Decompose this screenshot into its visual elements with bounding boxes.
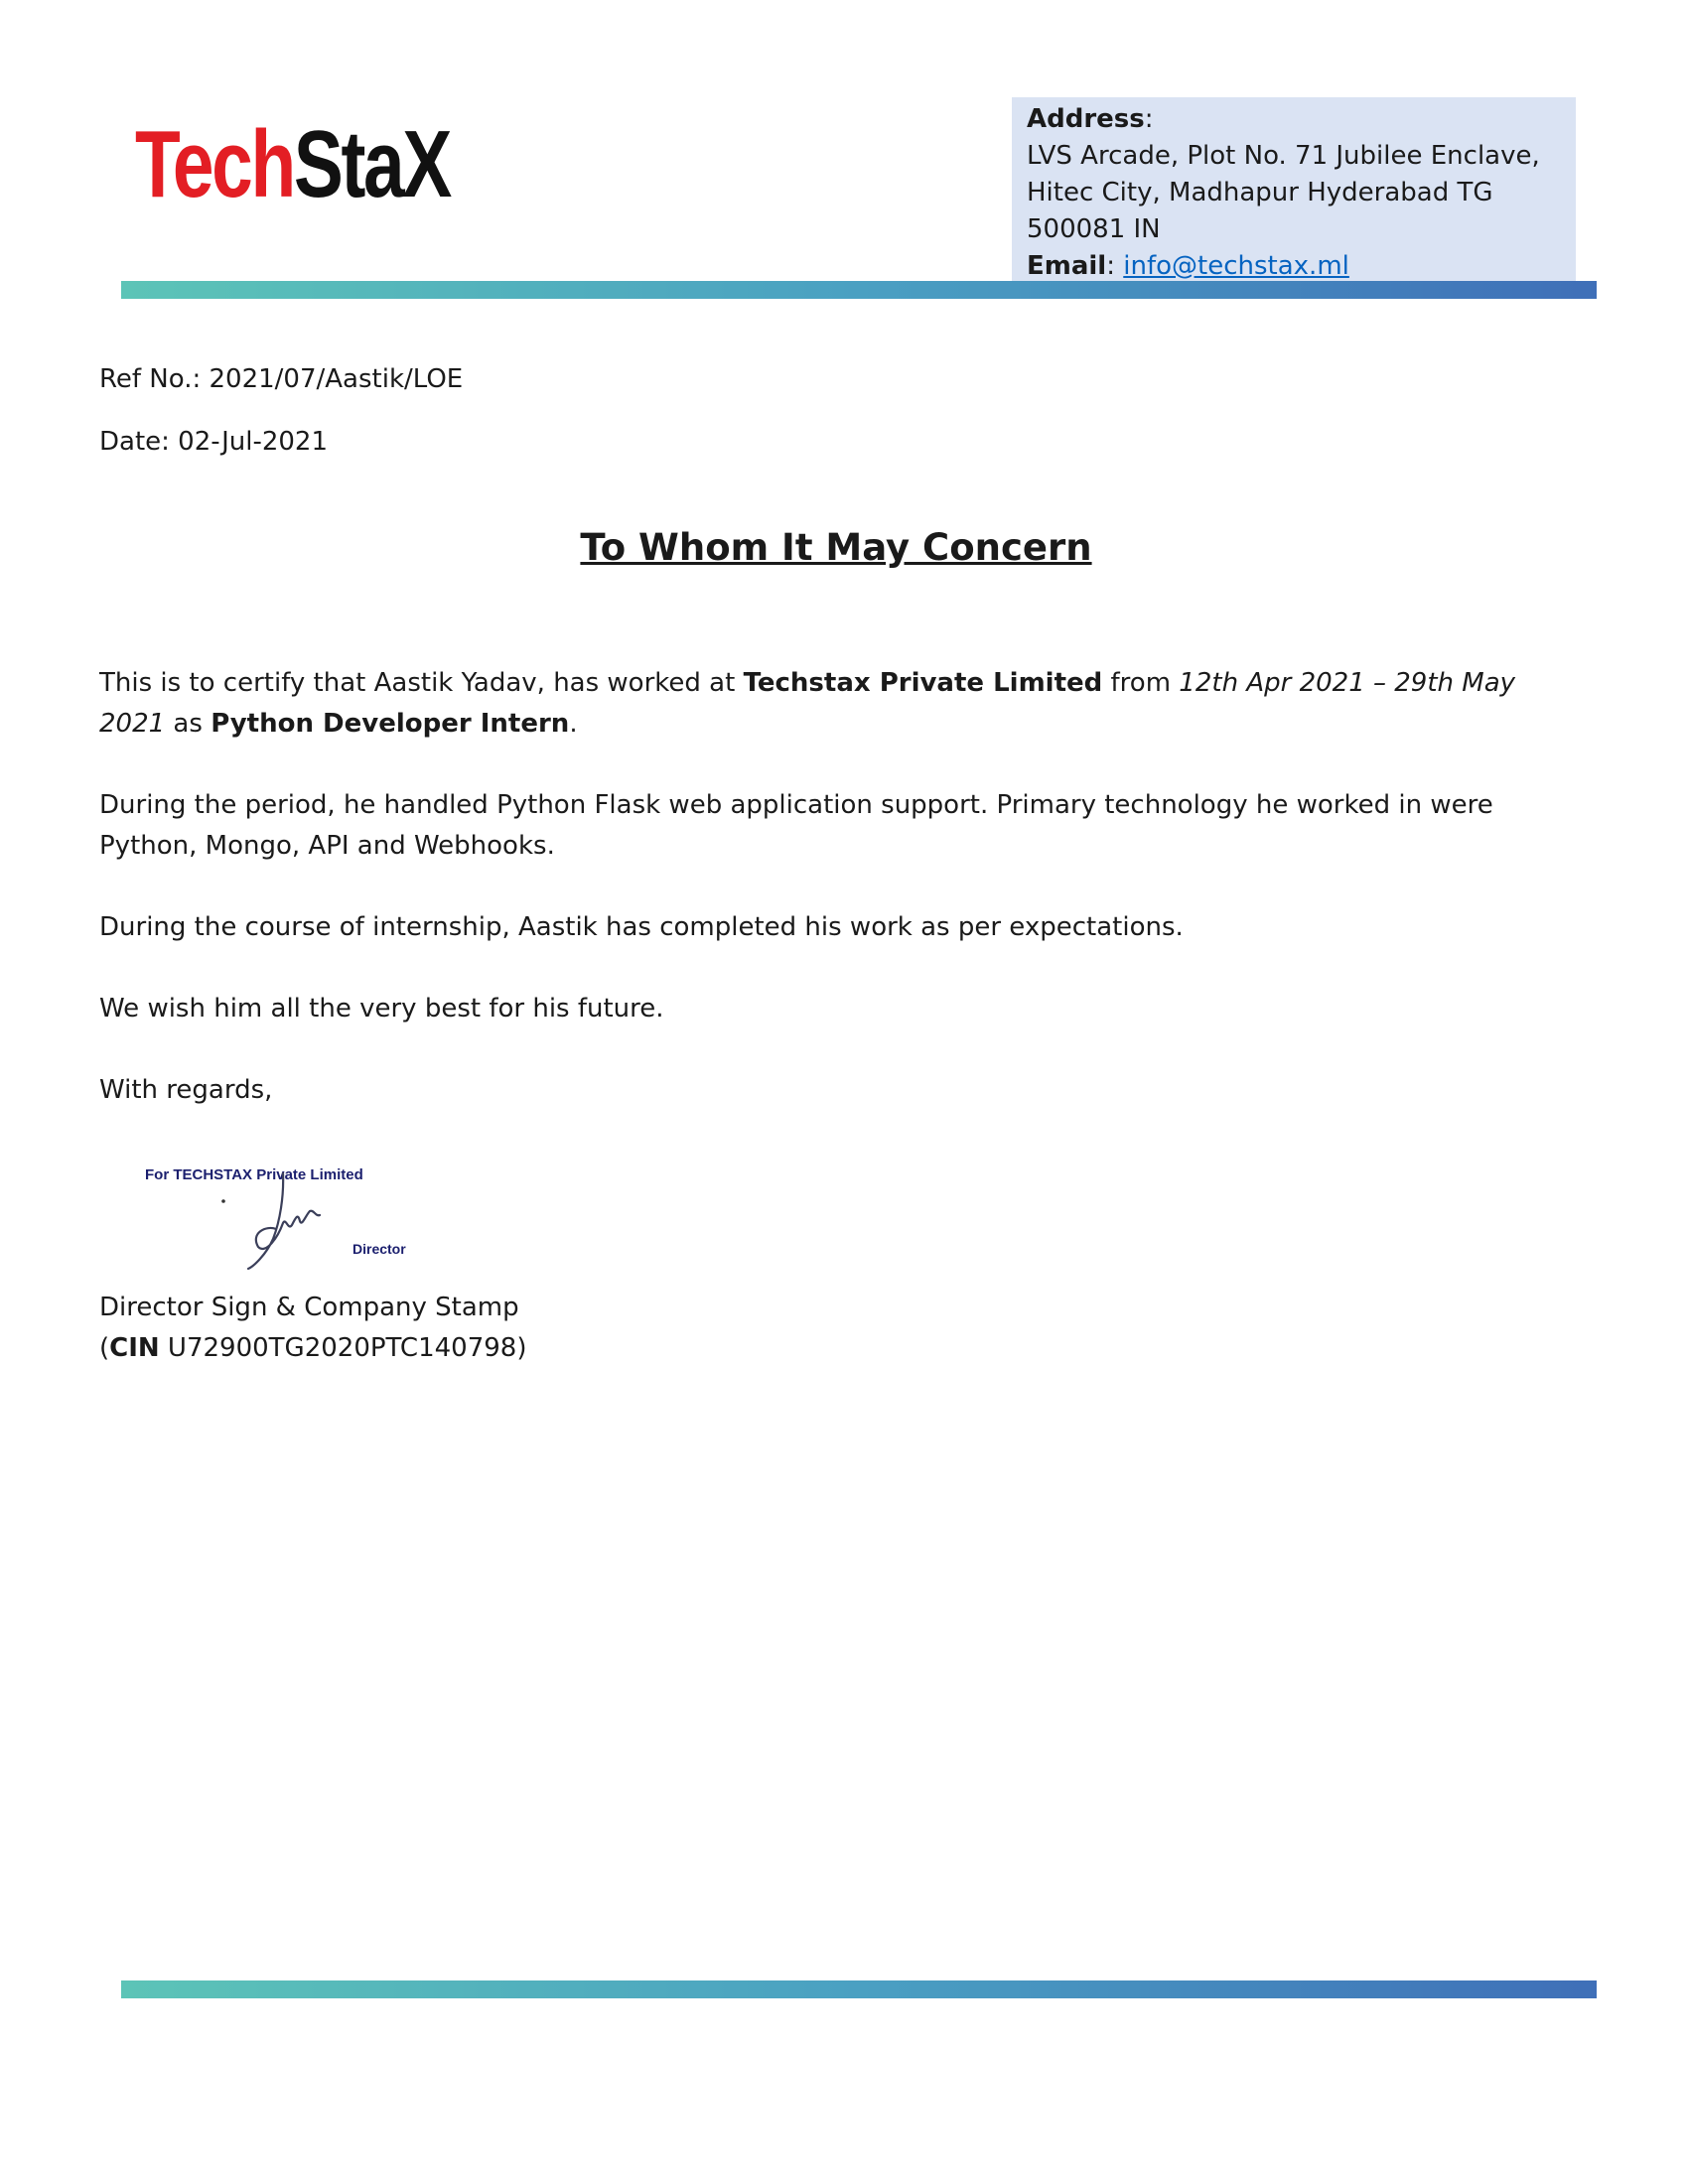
- company-cin: [99, 1328, 526, 1369]
- email-link[interactable]: info@techstax.ml: [1123, 251, 1349, 281]
- address-box: [1012, 97, 1576, 286]
- cin-label: CIN: [109, 1333, 160, 1363]
- paragraph-performance: During the course of internship, Aastik has completed his work as per expectations.: [99, 912, 1184, 942]
- logo-text-tech: Tech: [135, 111, 294, 217]
- stamp-director-text: Director: [352, 1241, 406, 1257]
- cin-open-paren: (: [99, 1333, 110, 1363]
- p1-text-d: .: [569, 709, 578, 739]
- letter-title: To Whom It May Concern: [580, 526, 1092, 569]
- letter-date: Date: 02-Jul-2021: [99, 427, 329, 457]
- email-row: Email: info@techstax.ml: [1027, 251, 1349, 281]
- address-label: Address: [1027, 104, 1145, 134]
- logo-text-stax: StaX: [293, 111, 450, 217]
- paragraph-certification: [99, 663, 1589, 745]
- intern-role: Python Developer Intern: [211, 709, 570, 739]
- footer-divider-bar: [121, 1980, 1597, 1998]
- internship-period: 12th Apr 2021 – 29th May 2021: [99, 668, 1516, 739]
- address-line-2: Hitec City, Madhapur Hyderabad TG: [1027, 178, 1493, 207]
- header-divider-bar: [121, 281, 1597, 299]
- paragraph-wishes: We wish him all the very best for his future.: [99, 994, 664, 1024]
- director-signature: [248, 1173, 320, 1269]
- address-heading: Address:: [1027, 104, 1154, 134]
- stamp-company-text: For TECHSTAX Private Limited: [145, 1166, 363, 1183]
- address-line-3: 500081 IN: [1027, 214, 1161, 244]
- company-stamp-signature: [139, 1152, 437, 1281]
- sign-label: Director Sign & Company Stamp: [99, 1293, 519, 1322]
- paragraph-duties: During the period, he handled Python Flask web application support. Primary technology he worked in were Python, Mongo, API and Webhooks.: [99, 790, 1493, 861]
- p1-text-b: from: [1102, 668, 1180, 698]
- company-logo: [135, 111, 450, 217]
- company-name: Techstax Private Limited: [743, 668, 1103, 698]
- stamp-dot: [221, 1199, 225, 1203]
- p1-text-c: as: [165, 709, 211, 739]
- address-line-1: LVS Arcade, Plot No. 71 Jubilee Enclave,: [1027, 141, 1540, 171]
- email-label: Email: [1027, 251, 1107, 281]
- p1-text-a: This is to certify that Aastik Yadav, has worked at: [99, 668, 744, 698]
- reference-number: Ref No.: 2021/07/Aastik/LOE: [99, 364, 464, 394]
- cin-value: U72900TG2020PTC140798): [159, 1333, 527, 1363]
- closing-regards: With regards,: [99, 1075, 273, 1105]
